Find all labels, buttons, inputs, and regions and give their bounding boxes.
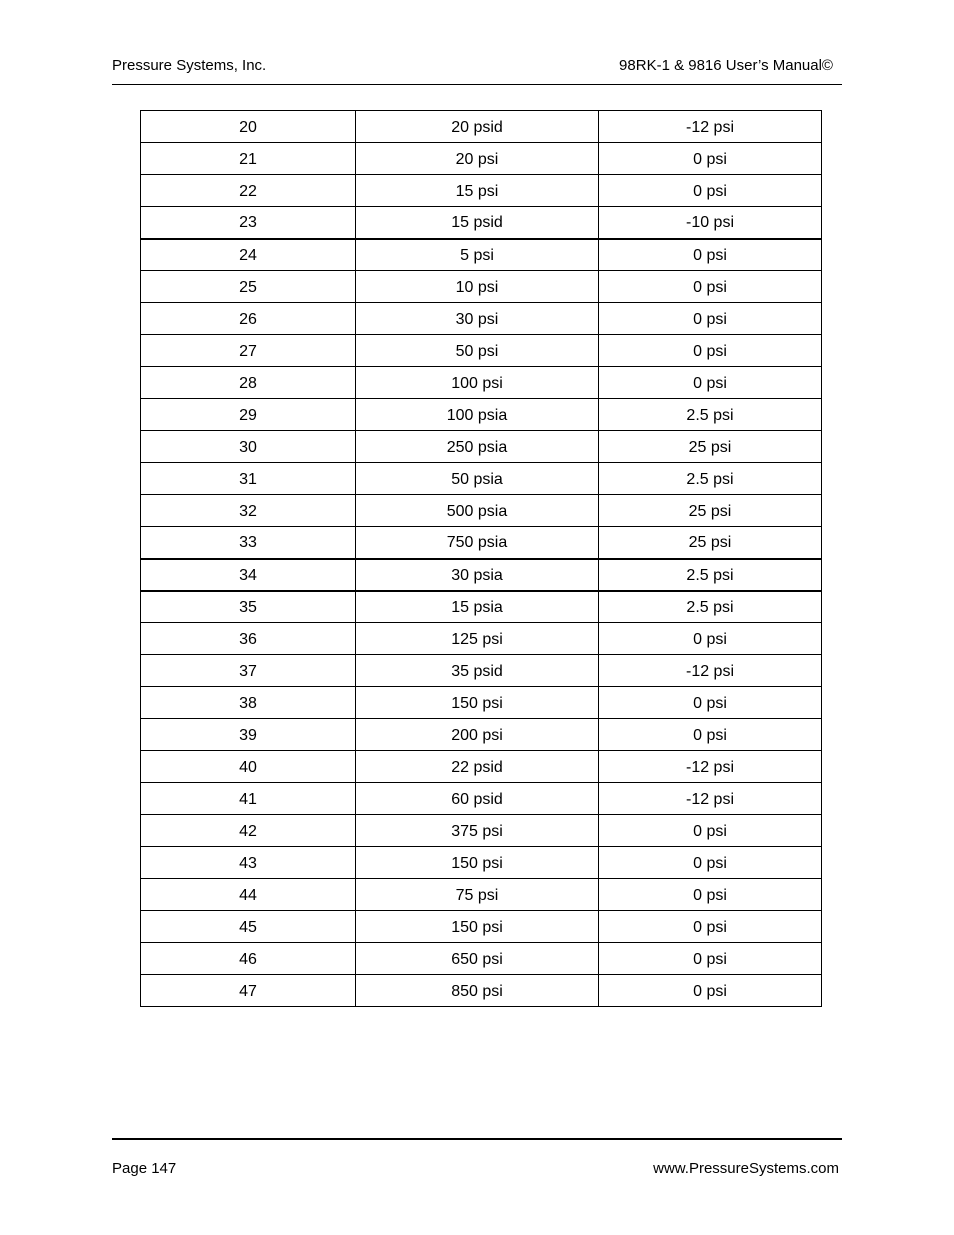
full-scale-cell: 10 psi <box>356 271 599 303</box>
offset-cell: 0 psi <box>599 879 822 911</box>
table-row <box>141 463 822 495</box>
range-code-cell: 29 <box>141 399 356 431</box>
range-code-cell: 23 <box>141 207 356 239</box>
header-company: Pressure Systems, Inc. <box>112 57 267 74</box>
table-row <box>141 111 822 143</box>
table-row <box>141 847 822 879</box>
range-code-cell: 42 <box>141 815 356 847</box>
table-row <box>141 783 822 815</box>
offset-cell: 0 psi <box>599 623 822 655</box>
full-scale-cell: 375 psi <box>356 815 599 847</box>
full-scale-cell: 200 psi <box>356 719 599 751</box>
offset-cell: 0 psi <box>599 303 822 335</box>
table-row <box>141 335 822 367</box>
header-manual-title: 98RK-1 & 9816 User’s Manual© <box>619 57 833 74</box>
full-scale-cell: 150 psi <box>356 847 599 879</box>
table-row <box>141 719 822 751</box>
full-scale-cell: 20 psi <box>356 143 599 175</box>
offset-cell: 0 psi <box>599 943 822 975</box>
offset-cell: -12 psi <box>599 751 822 783</box>
full-scale-cell: 50 psi <box>356 335 599 367</box>
offset-cell: -12 psi <box>599 655 822 687</box>
offset-cell: 0 psi <box>599 847 822 879</box>
full-scale-cell: 250 psia <box>356 431 599 463</box>
full-scale-cell: 60 psid <box>356 783 599 815</box>
range-code-cell: 27 <box>141 335 356 367</box>
full-scale-cell: 20 psid <box>356 111 599 143</box>
offset-cell: -10 psi <box>599 207 822 239</box>
full-scale-cell: 75 psi <box>356 879 599 911</box>
offset-cell: 25 psi <box>599 527 822 559</box>
range-code-cell: 36 <box>141 623 356 655</box>
range-code-cell: 39 <box>141 719 356 751</box>
full-scale-cell: 500 psia <box>356 495 599 527</box>
range-code-cell: 35 <box>141 591 356 623</box>
offset-cell: -12 psi <box>599 111 822 143</box>
table-row <box>141 207 822 239</box>
table-row <box>141 687 822 719</box>
full-scale-cell: 15 psid <box>356 207 599 239</box>
range-code-cell: 21 <box>141 143 356 175</box>
table-row <box>141 495 822 527</box>
range-code-cell: 24 <box>141 239 356 271</box>
full-scale-cell: 650 psi <box>356 943 599 975</box>
table-row <box>141 271 822 303</box>
range-code-cell: 47 <box>141 975 356 1007</box>
full-scale-cell: 150 psi <box>356 687 599 719</box>
table-row <box>141 591 822 623</box>
table-row <box>141 623 822 655</box>
offset-cell: 0 psi <box>599 719 822 751</box>
header-divider <box>112 84 842 85</box>
full-scale-cell: 15 psia <box>356 591 599 623</box>
full-scale-cell: 15 psi <box>356 175 599 207</box>
offset-cell: 0 psi <box>599 271 822 303</box>
offset-cell: 0 psi <box>599 687 822 719</box>
full-scale-cell: 750 psia <box>356 527 599 559</box>
offset-cell: 2.5 psi <box>599 399 822 431</box>
range-table-body <box>141 111 822 1007</box>
full-scale-cell: 30 psia <box>356 559 599 591</box>
offset-cell: -12 psi <box>599 783 822 815</box>
offset-cell: 25 psi <box>599 495 822 527</box>
table-row <box>141 239 822 271</box>
range-code-cell: 26 <box>141 303 356 335</box>
offset-cell: 0 psi <box>599 239 822 271</box>
range-code-cell: 28 <box>141 367 356 399</box>
full-scale-cell: 50 psia <box>356 463 599 495</box>
offset-cell: 2.5 psi <box>599 463 822 495</box>
range-code-cell: 31 <box>141 463 356 495</box>
range-code-cell: 30 <box>141 431 356 463</box>
table-row <box>141 815 822 847</box>
range-code-cell: 43 <box>141 847 356 879</box>
range-code-cell: 33 <box>141 527 356 559</box>
table-row <box>141 751 822 783</box>
full-scale-cell: 100 psi <box>356 367 599 399</box>
table-row <box>141 911 822 943</box>
range-table <box>140 110 822 1007</box>
table-row <box>141 431 822 463</box>
table-row <box>141 399 822 431</box>
range-code-cell: 40 <box>141 751 356 783</box>
full-scale-cell: 30 psi <box>356 303 599 335</box>
offset-cell: 2.5 psi <box>599 591 822 623</box>
offset-cell: 25 psi <box>599 431 822 463</box>
footer-page-number: Page 147 <box>112 1160 177 1177</box>
range-code-cell: 32 <box>141 495 356 527</box>
range-code-cell: 22 <box>141 175 356 207</box>
offset-cell: 0 psi <box>599 335 822 367</box>
offset-cell: 0 psi <box>599 143 822 175</box>
full-scale-cell: 150 psi <box>356 911 599 943</box>
table-row <box>141 367 822 399</box>
table-row <box>141 175 822 207</box>
table-row <box>141 655 822 687</box>
full-scale-cell: 35 psid <box>356 655 599 687</box>
table-row <box>141 975 822 1007</box>
range-code-cell: 45 <box>141 911 356 943</box>
table-row <box>141 879 822 911</box>
offset-cell: 0 psi <box>599 175 822 207</box>
full-scale-cell: 22 psid <box>356 751 599 783</box>
offset-cell: 0 psi <box>599 815 822 847</box>
range-code-cell: 37 <box>141 655 356 687</box>
range-code-cell: 41 <box>141 783 356 815</box>
footer-website: www.PressureSystems.com <box>653 1160 839 1177</box>
range-code-cell: 38 <box>141 687 356 719</box>
full-scale-cell: 5 psi <box>356 239 599 271</box>
full-scale-cell: 125 psi <box>356 623 599 655</box>
offset-cell: 2.5 psi <box>599 559 822 591</box>
table-row <box>141 527 822 559</box>
offset-cell: 0 psi <box>599 975 822 1007</box>
table-row <box>141 143 822 175</box>
footer-divider <box>112 1138 842 1140</box>
range-code-cell: 46 <box>141 943 356 975</box>
range-code-cell: 34 <box>141 559 356 591</box>
range-code-cell: 20 <box>141 111 356 143</box>
full-scale-cell: 100 psia <box>356 399 599 431</box>
table-row <box>141 943 822 975</box>
range-code-cell: 25 <box>141 271 356 303</box>
offset-cell: 0 psi <box>599 367 822 399</box>
range-code-cell: 44 <box>141 879 356 911</box>
offset-cell: 0 psi <box>599 911 822 943</box>
table-row <box>141 559 822 591</box>
table-row <box>141 303 822 335</box>
full-scale-cell: 850 psi <box>356 975 599 1007</box>
